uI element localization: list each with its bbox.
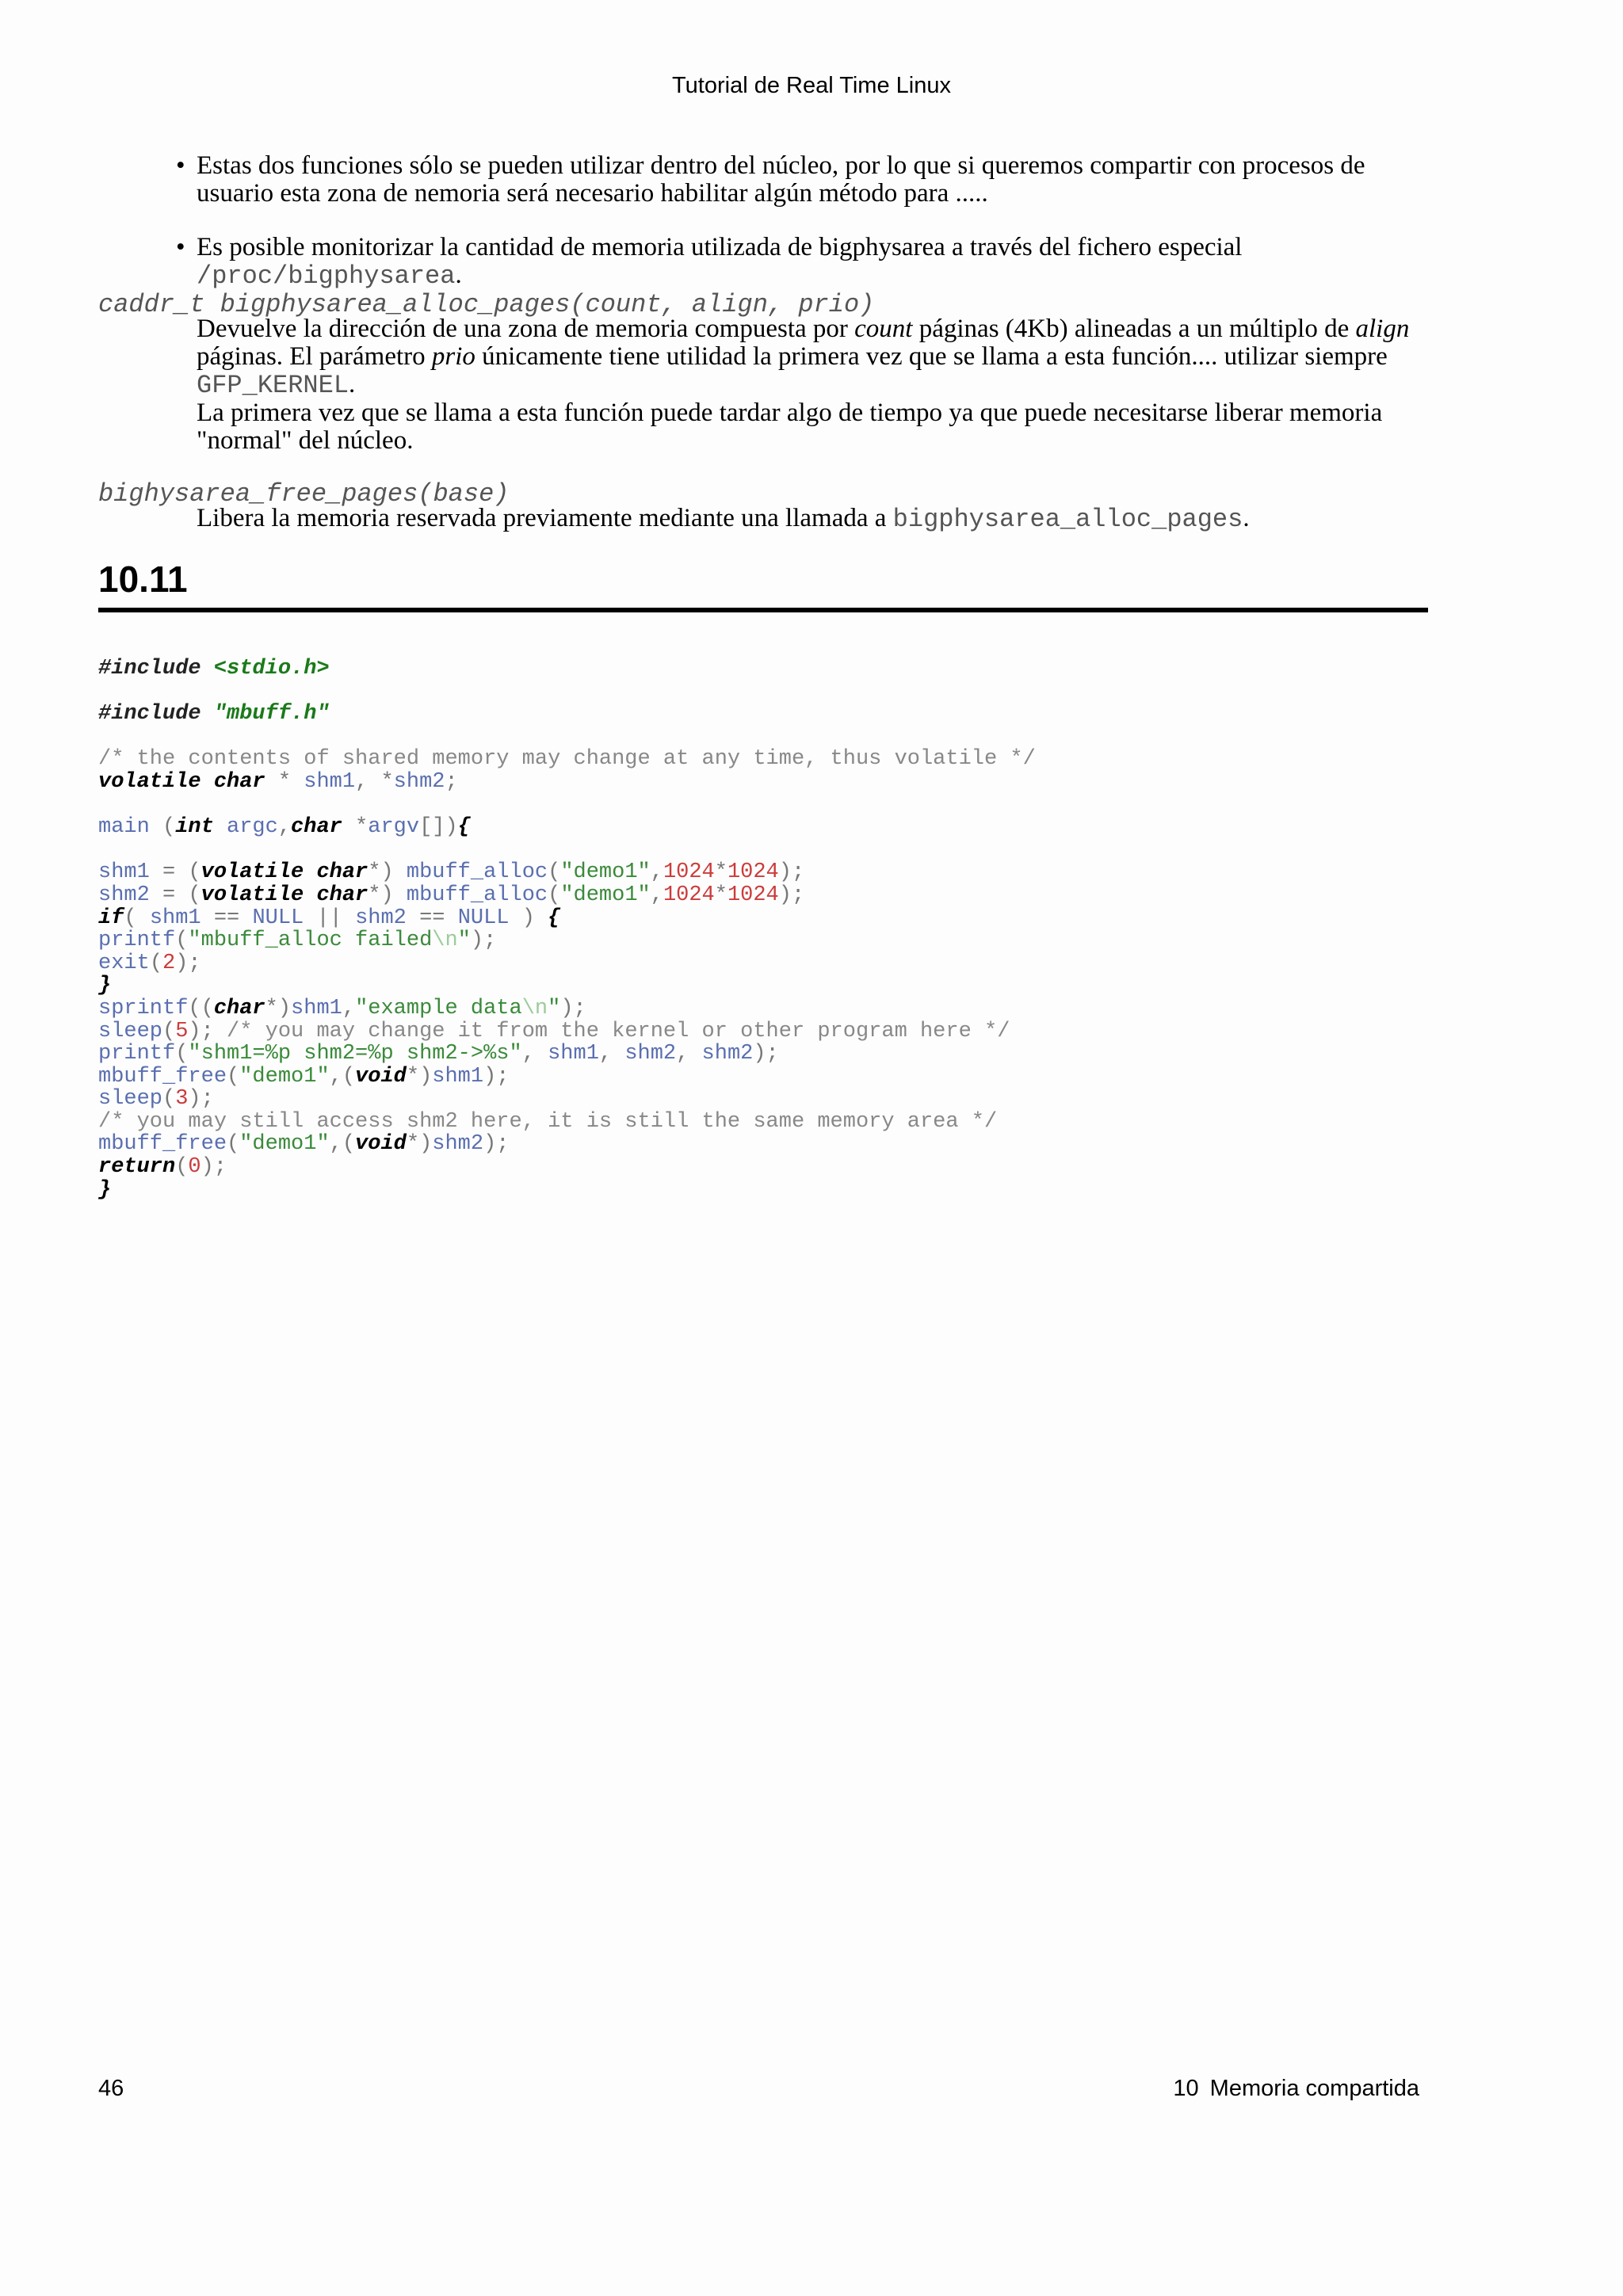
bullet-text: Estas dos funciones sólo se pueden utilizar dentro del núcleo, por lo que si queremos compartir con procesos de usuario esta zona de nemoria será necesario habilitar algún método para .....	[197, 151, 1365, 208]
code-line: }	[98, 974, 112, 998]
bullet-icon: •	[176, 233, 185, 261]
page-number: 46	[98, 2076, 124, 2101]
chapter-footer	[1173, 2076, 1419, 2102]
code-line: mbuff_free("demo1",(void*)shm1);	[98, 1064, 510, 1089]
bullet-text: Es posible monitorizar la cantidad de memoria utilizada de bigphysarea a través del fichero especial /proc/bigphysarea.	[197, 233, 1243, 291]
code-comment: /* the contents of shared memory may change at any time, thus volatile */	[98, 747, 1036, 772]
code-line: #include <stdio.h>	[98, 657, 330, 681]
code-line: #include "mbuff.h"	[98, 702, 330, 727]
code-comment: /* you may still access shm2 here, it is still the same memory area */	[98, 1109, 998, 1134]
definition-body: Libera la memoria reservada previamente mediante una llamada a bigphysarea_alloc_pages.	[197, 504, 1250, 534]
code-line: shm2 = (volatile char*) mbuff_alloc("demo1",1024*1024);	[98, 883, 805, 907]
code-line: }	[98, 1177, 112, 1202]
definition-paragraph: La primera vez que se llama a esta función puede tardar algo de tiempo ya que puede necesitarse liberar memoria "normal" del núcleo.	[197, 399, 1383, 455]
code-line: volatile char * shm1, *shm2;	[98, 769, 458, 794]
code-listing	[98, 658, 1036, 1201]
bullet-icon: •	[176, 151, 185, 180]
inline-code: /proc/bigphysarea	[197, 261, 456, 291]
code-line: exit(2);	[98, 951, 201, 975]
code-line: printf("mbuff_alloc failed\n");	[98, 929, 497, 953]
code-line: if( shm1 == NULL || shm2 == NULL ) {	[98, 906, 561, 930]
bullet-item	[176, 152, 1428, 208]
code-line: sleep(3);	[98, 1087, 214, 1112]
section-heading: 10.11	[98, 559, 188, 600]
section-rule	[98, 608, 1428, 612]
code-line: sleep(5); /* you may change it from the kernel or other program here */	[98, 1019, 1010, 1043]
definition-paragraph: Devuelve la dirección de una zona de memoria compuesta por count páginas (4Kb) alineadas a un múltiplo de align páginas. El parámetro prio únicamente tiene utilidad la primera vez que se llama a esta función.... utilizar siempre GFP_KERNEL.	[197, 315, 1410, 400]
running-header: Tutorial de Real Time Linux	[672, 73, 951, 98]
inline-code: GFP_KERNEL	[197, 371, 349, 400]
definition-body	[197, 315, 1433, 455]
code-line: return(0);	[98, 1155, 227, 1180]
code-line: sprintf((char*)shm1,"example data\n");	[98, 996, 586, 1020]
chapter-title: Memoria compartida	[1209, 2076, 1419, 2101]
code-line: main (int argc,char *argv[]){	[98, 815, 471, 840]
inline-code: bigphysarea_alloc_pages	[892, 505, 1243, 534]
code-line: mbuff_free("demo1",(void*)shm2);	[98, 1132, 510, 1157]
definition-term: bighysarea_free_pages(base)	[98, 479, 510, 509]
chapter-number: 10	[1173, 2076, 1199, 2101]
bullet-item	[176, 234, 1428, 290]
definition-term: caddr_t bigphysarea_alloc_pages(count, align, prio)	[98, 290, 875, 319]
code-line: printf("shm1=%p shm2=%p shm2->%s", shm1, shm2, shm2);	[98, 1042, 779, 1066]
code-line: shm1 = (volatile char*) mbuff_alloc("demo1",1024*1024);	[98, 860, 805, 885]
